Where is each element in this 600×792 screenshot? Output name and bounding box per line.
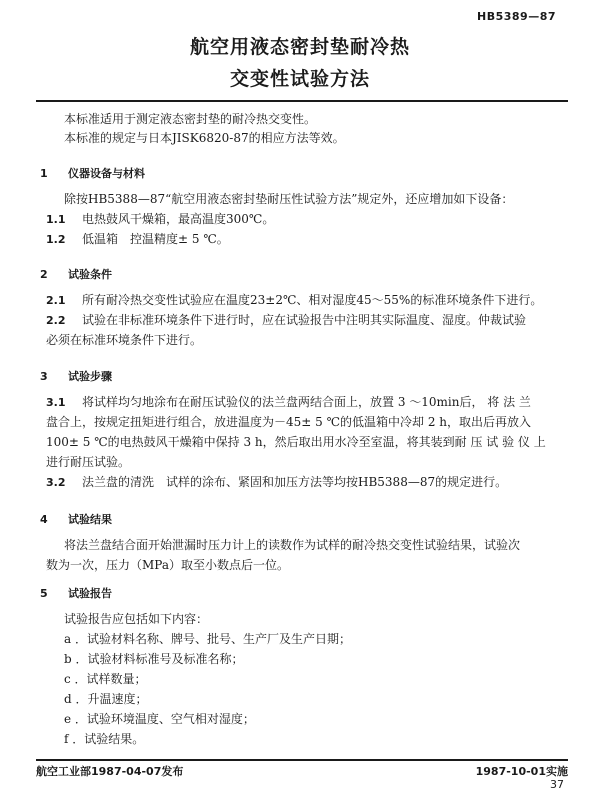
section-4-line2: 数为一次，压力（MPa）取至小数点后一位。	[46, 558, 289, 572]
item-1-2-text: 低温箱 控温精度± 5 ℃。	[82, 232, 229, 246]
section-4-title: 试验结果	[68, 513, 112, 526]
section-4-heading	[40, 511, 112, 527]
section-2-heading	[40, 266, 112, 282]
item-2-1-number: 2.1	[46, 294, 66, 307]
item-2-1-text: 所有耐冷热交变性试验应在温度23±2℃、相对湿度45～55%的标准环境条件下进行。	[82, 293, 543, 307]
item-3-1-number: 3.1	[46, 396, 66, 409]
effective-date: 1987-10-01实施	[475, 765, 568, 778]
item-1-1-text: 电热鼓风干燥箱，最高温度300℃。	[82, 212, 275, 226]
section-3-title: 试验步骤	[68, 370, 112, 383]
section-1-paragraph: 除按HB5388—87“航空用液态密封垫耐压性试验方法”规定外，还应增加如下设备：	[64, 192, 514, 206]
item-3-1-text-line3: 100± 5 ℃的电热鼓风干燥箱中保持 3 h，然后取出用水冷至室温，将其装到耐 压 试 验 仪 上	[46, 435, 546, 449]
item-2-2-number: 2.2	[46, 314, 66, 327]
section-2-number: 2	[40, 268, 48, 281]
item-2-2-text-line2: 必须在标准环境条件下进行。	[46, 333, 203, 347]
section-1-title: 仪器设备与材料	[68, 167, 145, 180]
intro-line2: 本标准的规定与日本JISK6820-87的相应方法等效。	[64, 131, 345, 145]
item-1-2-number: 1.2	[46, 233, 66, 246]
section-4-line1: 将法兰盘结合面开始泄漏时压力计上的读数作为试样的耐冷热交变性试验结果，试验次	[64, 538, 521, 552]
intro-line1: 本标准适用于测定液态密封垫的耐冷热交变性。	[64, 112, 317, 126]
item-3-1	[46, 395, 531, 410]
item-2-2	[46, 313, 526, 328]
section-5-title: 试验报告	[68, 587, 112, 600]
section-5-intro: 试验报告应包括如下内容：	[64, 612, 209, 626]
section-5-number: 5	[40, 587, 48, 600]
section-3-heading	[40, 368, 112, 384]
footer-divider	[36, 759, 568, 761]
page-number: 37	[550, 778, 564, 791]
section-4-number: 4	[40, 513, 48, 526]
section-1-number: 1	[40, 167, 48, 180]
report-item-c: c ．试样数量；	[64, 672, 147, 686]
section-3-number: 3	[40, 370, 48, 383]
standard-code: HB5389—87	[476, 10, 556, 23]
report-item-d: d ．升温速度；	[64, 692, 148, 706]
item-1-1	[46, 212, 274, 227]
item-3-1-text-line4: 进行耐压试验。	[46, 455, 131, 469]
item-2-2-text-line1: 试验在非标准环境条件下进行时，应在试验报告中注明其实际温度、湿度。仲裁试验	[82, 313, 527, 327]
section-2-title: 试验条件	[68, 268, 112, 281]
report-item-b: b ．试验材料标准号及标准名称；	[64, 652, 244, 666]
document-title-line1: 航空用液态密封垫耐冷热	[189, 36, 410, 58]
item-3-2-number: 3.2	[46, 476, 66, 489]
report-item-a: a ．试验材料名称、牌号、批号、生产厂及生产日期；	[64, 632, 351, 646]
issue-date: 航空工业部1987-04-07发布	[36, 765, 184, 778]
item-3-1-text-line1: 将试样均匀地涂布在耐压试验仪的法兰盘两结合面上，放置 3 ～10min后， 将 法 兰	[82, 395, 531, 409]
item-2-1	[46, 293, 542, 308]
header-divider	[36, 100, 568, 102]
item-3-2	[46, 475, 507, 490]
section-1-heading	[40, 165, 145, 181]
document-title-line2: 交变性试验方法	[229, 68, 370, 90]
section-5-heading	[40, 585, 112, 601]
report-item-f: f ．试验结果。	[64, 732, 145, 746]
item-3-1-text-line2: 盘合上，按规定扭矩进行组合，放进温度为－45± 5 ℃的低温箱中冷却 2 h，取出后再放入	[46, 415, 532, 429]
item-1-2	[46, 232, 229, 247]
report-item-e: e ．试验环境温度、空气相对湿度；	[64, 712, 255, 726]
item-3-2-text: 法兰盘的清洗 试样的涂布、紧固和加压方法等均按HB5388—87的规定进行。	[82, 475, 508, 489]
item-1-1-number: 1.1	[46, 213, 66, 226]
